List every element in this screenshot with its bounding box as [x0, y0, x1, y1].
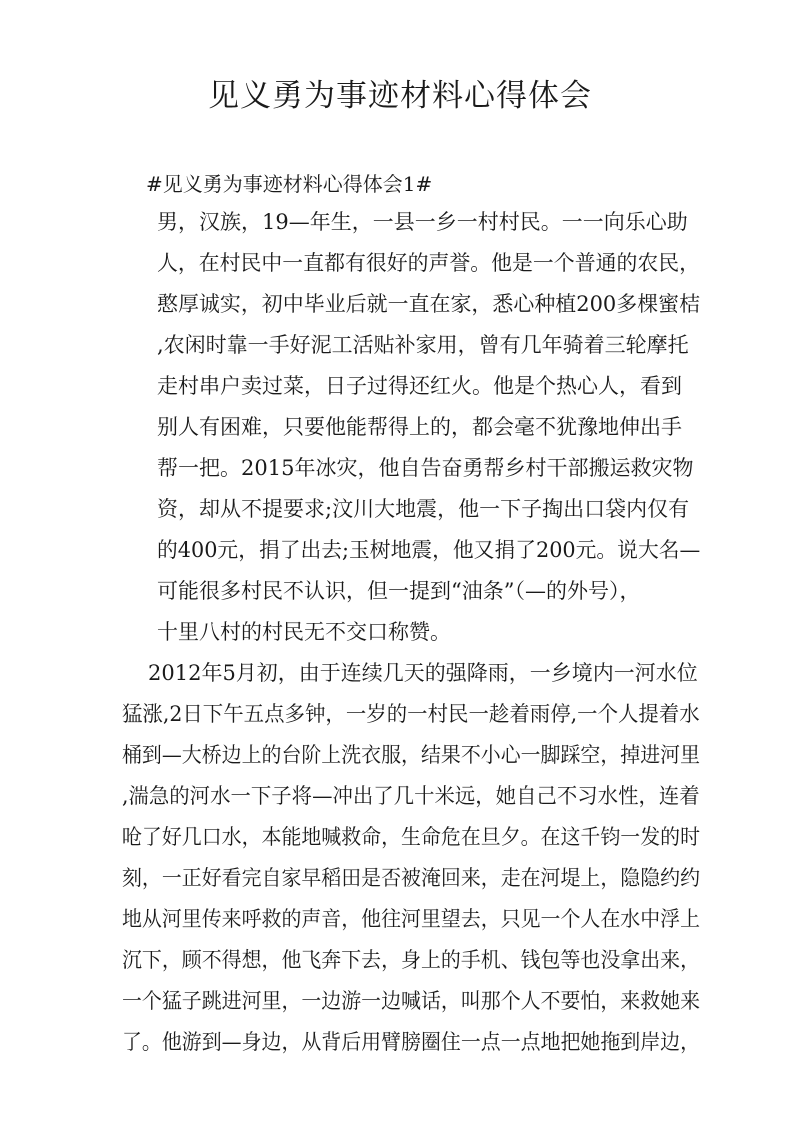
section-heading: #见义勇为事迹材料心得体会1#: [146, 172, 433, 196]
paragraph-line: ,农闲时靠一手好泥工活贴补家用，曾有几年骑着三轮摩托: [157, 333, 689, 357]
paragraph-line: 猛涨,2日下午五点多钟，一岁的一村民一趁着雨停,一个人提着水: [122, 702, 700, 726]
paragraph-line: 了。他游到—身边，从背后用臂膀圈住一点一点地把她拖到岸边，: [122, 1030, 701, 1054]
document-title: 见义勇为事迹材料心得体会: [208, 78, 592, 114]
paragraph-line: 人，在村民中一直都有很好的声誉。他是一个普通的农民，: [157, 251, 700, 275]
paragraph-line: 刻，一正好看完自家早稻田是否被淹回来，走在河堤上，隐隐约约: [122, 866, 701, 890]
paragraph-line: 男，汉族，19—年生，一县一乡一村村民。一一向乐心助: [157, 210, 688, 234]
paragraph-line: 走村串户卖过菜，日子过得还红火。他是个热心人，看到: [157, 374, 682, 398]
paragraph-line: 十里八村的村民无不交口称赞。: [157, 620, 451, 644]
paragraph-line: 地从河里传来呼救的声音，他往河里望去，只见一个人在水中浮上: [122, 907, 701, 931]
paragraph-line: 可能很多村民不认识，但一提到“油条”（—的外号），: [157, 579, 641, 603]
paragraph-line: 帮一把。2015年冰灾，他自告奋勇帮乡村干部搬运救灾物: [157, 456, 694, 480]
paragraph-line: ,湍急的河水一下子将—冲出了几十米远，她自己不习水性，连着: [122, 784, 700, 808]
paragraph-line: 一个猛子跳进河里，一边游一边喊话，叫那个人不要怕，来救她来: [122, 989, 701, 1013]
paragraph-line: 别人有困难，只要他能帮得上的，都会毫不犹豫地伸出手: [157, 415, 682, 439]
paragraph-line: 憨厚诚实，初中毕业后就一直在家，悉心种植200多棵蜜桔: [157, 292, 701, 316]
paragraph-line: 2012年5月初，由于连续几天的强降雨，一乡境内一河水位: [148, 661, 698, 685]
paragraph-line: 沉下，顾不得想，他飞奔下去，身上的手机、钱包等也没拿出来，: [122, 948, 701, 972]
paragraph-line: 的400元，捐了出去;玉树地震，他又捐了200元。说大名—: [157, 538, 701, 562]
paragraph-line: 桶到—大桥边上的台阶上洗衣服，结果不小心一脚踩空，掉进河里: [122, 743, 701, 767]
paragraph-line: 资，却从不提要求;汶川大地震，他一下子掏出口袋内仅有: [157, 497, 690, 521]
paragraph-line: 呛了好几口水，本能地喊救命，生命危在旦夕。在这千钧一发的时: [122, 825, 701, 849]
